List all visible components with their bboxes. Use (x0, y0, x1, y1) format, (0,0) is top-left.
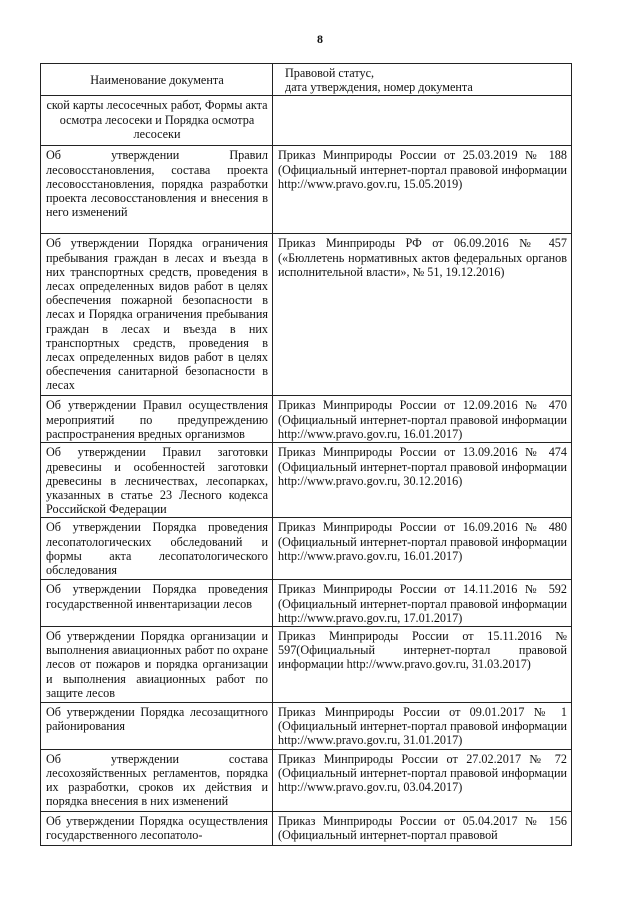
table-row (41, 627, 572, 703)
document-name-cell: Об утверждении Порядка осуществления государственного лесопатоло- (41, 811, 273, 845)
legal-status-cell (273, 96, 572, 146)
legal-status-cell: Приказ Минприроды России от 16.09.2016 № 480 (Официальный интернет-портал правовой информации http://www.pravo.gov.ru, 16.01.2017) (273, 518, 572, 580)
legal-status-cell: Приказ Минприроды России от 12.09.2016 № 470 (Официальный интернет-портал правовой информации http://www.pravo.gov.ru, 16.01.2017) (273, 396, 572, 443)
table-row (41, 703, 572, 750)
legal-status-cell: Приказ Минприроды России от 05.04.2017 № 156 (Официальный интернет-портал правовой (273, 811, 572, 845)
table-header-row (41, 64, 572, 96)
document-name-cell: Об утверждении Порядка организации и выполнения авиационных работ по охране лесов от пожаров и порядка организации и выполнения авиационных работ по защите лесов (41, 627, 273, 703)
legal-status-cell: Приказ Минприроды РФ от 06.09.2016 № 457 («Бюллетень нормативных актов федеральных органов исполнительной власти», № 51, 19.12.2016) (273, 234, 572, 396)
table-row (41, 234, 572, 396)
document-name-cell: Об утверждении Порядка ограничения пребывания граждан в лесах и въезда в них транспортных средств, проведения в лесах определенных видов работ в целях обеспечения пожарной безопасности в лесах и Порядка ограничения пребывания граждан в лесах и въезда в них транспортных средств, проведения в лесах определенных видов работ в целях обеспечения санитарной безопасности в лесах (41, 234, 273, 396)
legal-status-cell: Приказ Минприроды России от 27.02.2017 № 72 (Официальный интернет-портал правовой информации http://www.pravo.gov.ru, 03.04.2017) (273, 749, 572, 811)
column-header-legal-status-line1: Правовой статус, (285, 66, 375, 80)
table-row (41, 811, 572, 845)
document-name-cell: Об утверждении Правил осуществления мероприятий по предупреждению распространения вредных организмов (41, 396, 273, 443)
document-name-cell: Об утверждении Правил лесовосстановления, состава проекта лесовосстановления, порядка разработки проекта лесовосстановления и внесения в него изменений (41, 146, 273, 234)
legal-status-cell: Приказ Минприроды России от 15.11.2016 № 597(Официальный интернет-портал правовой информации http://www.pravo.gov.ru, 31.03.2017) (273, 627, 572, 703)
table-row (41, 580, 572, 627)
table-row (41, 443, 572, 518)
column-header-legal-status-line2: дата утверждения, номер документа (285, 80, 473, 95)
column-header-legal-status (273, 64, 572, 96)
table-row (41, 146, 572, 234)
table-row (41, 96, 572, 146)
legal-status-cell: Приказ Минприроды России от 09.01.2017 № 1 (Официальный интернет-портал правовой информации http://www.pravo.gov.ru, 31.01.2017) (273, 703, 572, 750)
document-name-cell: Об утверждении Правил заготовки древесины и особенностей заготовки древесины в лесничествах, лесопарках, указанных в статье 23 Лесного кодекса Российской Федерации (41, 443, 273, 518)
page-number: 8 (317, 32, 323, 46)
document-name-cell: Об утверждении Порядка проведения лесопатологических обследований и формы акта лесопатологического обследования (41, 518, 273, 580)
table-row (41, 749, 572, 811)
document-name-cell: Об утверждении Порядка проведения государственной инвентаризации лесов (41, 580, 273, 627)
column-header-document-name: Наименование документа (41, 64, 273, 96)
legal-status-cell: Приказ Минприроды России от 13.09.2016 № 474 (Официальный интернет-портал правовой информации http://www.pravo.gov.ru, 30.12.2016) (273, 443, 572, 518)
document-table (40, 63, 572, 846)
legal-status-cell: Приказ Минприроды России от 14.11.2016 № 592 (Официальный интернет-портал правовой информации http://www.pravo.gov.ru, 17.01.2017) (273, 580, 572, 627)
table-row (41, 518, 572, 580)
document-name-cell: Об утверждении состава лесохозяйственных регламентов, порядка их разработки, сроков их действия и порядка внесения в них изменений (41, 749, 273, 811)
document-name-cell: Об утверждении Порядка лесозащитного районирования (41, 703, 273, 750)
legal-status-cell: Приказ Минприроды России от 25.03.2019 № 188 (Официальный интернет-портал правовой информации http://www.pravo.gov.ru, 15.05.2019) (273, 146, 572, 234)
document-name-cell: ской карты лесосечных работ, Формы акта осмотра лесосеки и Порядка осмотра лесосеки (41, 96, 273, 146)
table-row (41, 396, 572, 443)
